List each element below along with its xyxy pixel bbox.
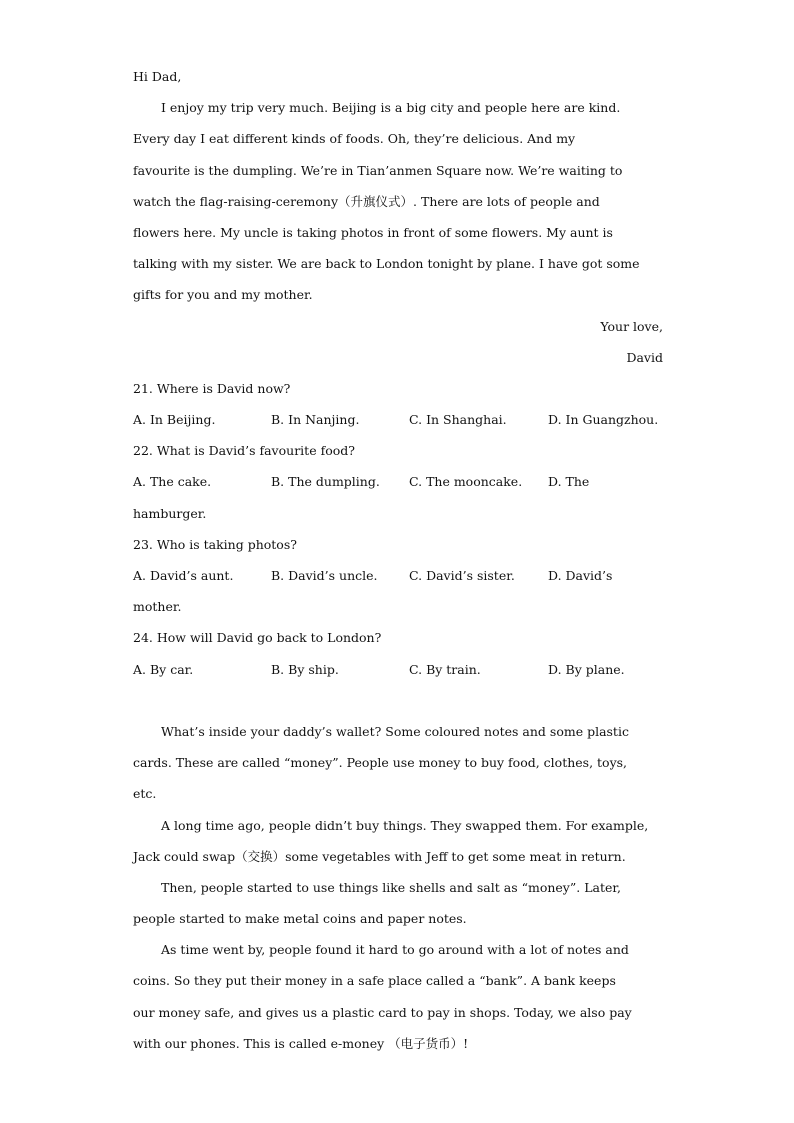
passage-line: people started to make metal coins and paper notes.	[133, 911, 467, 927]
letter-greeting: Hi Dad,	[133, 69, 182, 84]
passage-line: with our phones. This is called e-money （电子货币）!	[133, 1035, 469, 1051]
question-stem: 21. Where is David now?	[133, 380, 291, 396]
option-b: B. David’s uncle.	[271, 568, 378, 583]
passage-line: A long time ago, people didn’t buy things. They swapped them. For example,	[161, 817, 649, 833]
section-spacer	[133, 685, 663, 716]
option-a: A. In Beijing.	[133, 412, 216, 428]
passage-line: our money safe, and gives us a plastic card to pay in shops. Today, we also pay	[133, 1004, 632, 1020]
passage-line: etc.	[133, 786, 157, 802]
passage-line: As time went by, people found it hard to go around with a lot of notes and	[161, 942, 629, 958]
passage-line: cards. These are called “money”. People use money to buy food, clothes, toys,	[133, 755, 628, 771]
passage-line: What’s inside your daddy’s wallet? Some coloured notes and some plastic	[161, 723, 629, 739]
option-wrap-text: mother.	[133, 599, 182, 615]
passage-line: Jack could swap（交换）some vegetables with Jeff to get some meat in return.	[133, 848, 626, 864]
letter-line: talking with my sister. We are back to London tonight by plane. I have got some	[133, 256, 640, 272]
letter-signature: David	[626, 349, 663, 365]
option-b: B. In Nanjing.	[271, 412, 360, 428]
question-options	[133, 404, 663, 435]
question-stem: 22. What is David’s favourite food?	[133, 443, 355, 459]
letter-line: I enjoy my trip very much. Beijing is a big city and people here are kind.	[161, 100, 621, 116]
option-b: B. By ship.	[271, 661, 339, 677]
option-c: C. The mooncake.	[409, 474, 523, 490]
question-stem: 24. How will David go back to London?	[133, 630, 382, 646]
passage-line: coins. So they put their money in a safe place called a “bank”. A bank keeps	[133, 973, 616, 989]
option-d: D. The	[548, 474, 590, 490]
option-b: B. The dumpling.	[271, 474, 380, 490]
option-d: D. David’s	[548, 568, 613, 583]
option-c: C. David’s sister.	[409, 568, 515, 583]
option-d: D. In Guangzhou.	[548, 412, 659, 428]
option-a: A. The cake.	[133, 474, 212, 490]
letter-line: Every day I eat different kinds of foods. Oh, they’re delicious. And my	[133, 131, 576, 147]
question-options	[133, 466, 663, 497]
option-d: D. By plane.	[548, 661, 625, 677]
option-c: C. By train.	[409, 661, 481, 677]
question-stem: 23. Who is taking photos?	[133, 536, 297, 552]
option-a: A. By car.	[133, 661, 194, 677]
letter-line: flowers here. My uncle is taking photos in front of some flowers. My aunt is	[133, 224, 613, 240]
letter-line: watch the flag-raising-ceremony（升旗仪式）. There are lots of people and	[133, 193, 600, 209]
letter-closing: Your love,	[600, 318, 663, 334]
document-page	[133, 61, 663, 1059]
option-wrap-text: hamburger.	[133, 505, 207, 521]
letter-line: favourite is the dumpling. We’re in Tian’anmen Square now. We’re waiting to	[133, 162, 623, 178]
option-c: C. In Shanghai.	[409, 412, 507, 428]
option-a: A. David’s aunt.	[133, 568, 234, 583]
question-options	[133, 560, 663, 591]
question-options	[133, 654, 663, 685]
letter-line: gifts for you and my mother.	[133, 287, 313, 303]
passage-line: Then, people started to use things like shells and salt as “money”. Later,	[161, 879, 621, 895]
